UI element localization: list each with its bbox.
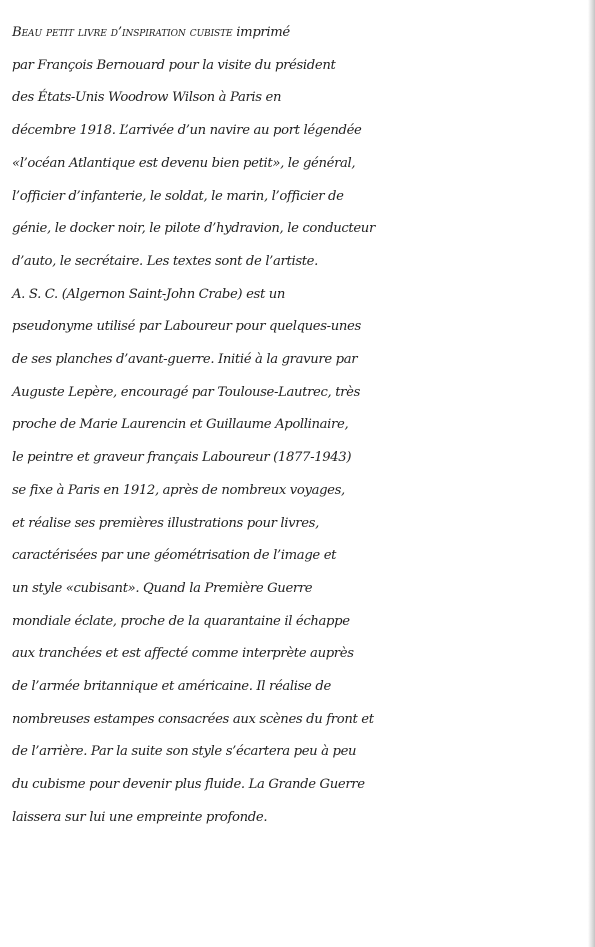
text-line: décembre 1918. L’arrivée d’un navire au port légendée xyxy=(12,123,362,139)
text-line: le peintre et graveur français Laboureur (1877-1943) xyxy=(12,450,352,466)
lead-small-caps: Beau petit livre d’inspiration cubiste xyxy=(12,25,233,40)
page-edge-shadow xyxy=(588,0,595,947)
text-line-content: imprimé xyxy=(232,25,290,40)
text-line: d’auto, le secrétaire. Les textes sont de l’artiste. xyxy=(12,253,318,269)
text-line: nombreuses estampes consacrées aux scènes du front et xyxy=(12,711,374,727)
text-line: mondiale éclate, proche de la quarantaine il échappe xyxy=(12,613,350,629)
description-paragraph xyxy=(12,17,592,835)
text-line: «l’océan Atlantique est devenu bien petit», le général, xyxy=(12,155,356,171)
text-line: génie, le docker noir, le pilote d’hydravion, le conducteur xyxy=(12,221,375,237)
text-line: se fixe à Paris en 1912, après de nombreux voyages, xyxy=(12,482,345,498)
text-line: pseudonyme utilisé par Laboureur pour quelques-unes xyxy=(12,319,361,335)
text-line: aux tranchées et est affecté comme interprète auprès xyxy=(12,646,354,662)
text-line: un style «cubisant». Quand la Première Guerre xyxy=(12,580,313,596)
text-line: de ses planches d’avant-guerre. Initié à la gravure par xyxy=(12,352,358,368)
text-line: A. S. C. (Algernon Saint-John Crabe) est un xyxy=(12,286,286,302)
text-line: l’officier d’infanterie, le soldat, le marin, l’officier de xyxy=(12,188,344,204)
text-line: caractérisées par une géométrisation de l’image et xyxy=(12,548,337,564)
text-line: des États-Unis Woodrow Wilson à Paris en xyxy=(12,90,282,106)
text-line: de l’arrière. Par la suite son style s’écartera peu à peu xyxy=(12,744,357,760)
text-line: Auguste Lepère, encouragé par Toulouse-Lautrec, très xyxy=(12,384,360,400)
text-line: et réalise ses premières illustrations pour livres, xyxy=(12,515,319,531)
text-line: par François Bernouard pour la visite du président xyxy=(12,57,336,73)
text-line: proche de Marie Laurencin et Guillaume Apollinaire, xyxy=(12,417,349,433)
text-line xyxy=(12,17,592,50)
text-line: de l’armée britannique et américaine. Il réalise de xyxy=(12,679,331,695)
text-line: laissera sur lui une empreinte profonde. xyxy=(12,809,268,825)
text-line: du cubisme pour devenir plus fluide. La Grande Guerre xyxy=(12,777,365,793)
